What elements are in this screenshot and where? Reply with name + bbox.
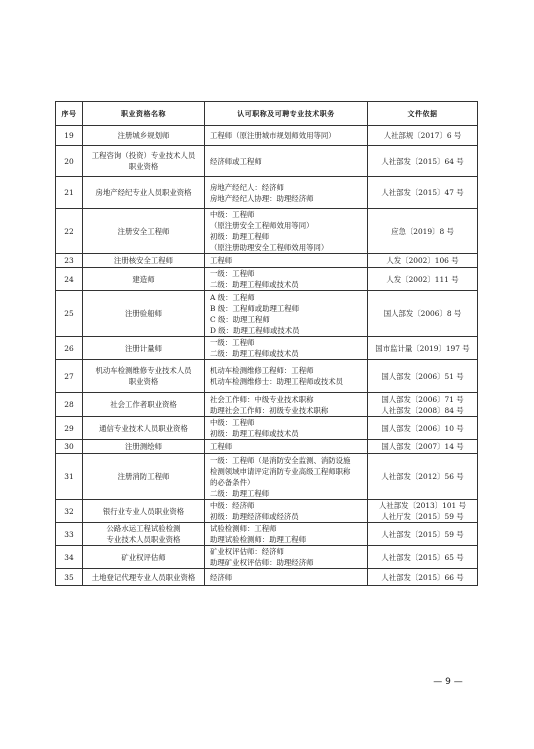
cell-recognized-title-line: 机动车检测维修士：助理工程师或技术员 <box>210 377 344 386</box>
cell-qualification-name-line: 注册计量师 <box>125 343 162 353</box>
cell-recognized-title-line: C 级：助理工程师 <box>210 314 270 324</box>
header-qualification-name: 职业资格名称 <box>83 102 205 126</box>
cell-qualification-name-line: 注册验船师 <box>125 309 162 318</box>
cell-serial-number: 30 <box>56 440 83 454</box>
table-row <box>56 360 478 393</box>
cell-document-basis-line: 人社部发〔2015〕47 号 <box>381 188 464 197</box>
cell-document-basis-line: 人社部发〔2015〕64 号 <box>381 156 464 166</box>
cell-qualification-name <box>83 177 205 209</box>
table-row <box>56 523 478 546</box>
cell-serial-number: 29 <box>56 417 83 440</box>
cell-qualification-name-line: 社会工作者职业资格 <box>110 400 177 409</box>
cell-recognized-title-line: 中级：经济师 <box>210 501 255 510</box>
cell-qualification-name <box>83 454 205 500</box>
cell-document-basis <box>368 440 478 454</box>
cell-recognized-title <box>205 177 368 209</box>
cell-serial-number: 21 <box>56 177 83 209</box>
cell-recognized-title <box>205 254 368 268</box>
cell-serial-number: 33 <box>56 523 83 546</box>
table-row <box>56 254 478 268</box>
cell-recognized-title-line: 二级：助理工程师 <box>210 488 270 498</box>
cell-qualification-name <box>83 417 205 440</box>
cell-serial-number: 25 <box>56 291 83 337</box>
cell-document-basis-line: 国市监计量〔2019〕197 号 <box>375 343 470 353</box>
cell-recognized-title-line: 一级：工程师（是消防安全监测、消防设施 <box>210 455 351 465</box>
cell-qualification-name-line: 公路水运工程试验检测 <box>106 524 181 533</box>
cell-serial-number: 35 <box>56 569 83 586</box>
cell-recognized-title-line: 试验检测师：工程师 <box>210 524 277 533</box>
cell-qualification-name-line: 银行业专业人员职业资格 <box>102 506 185 516</box>
cell-recognized-title-line: 工程师 <box>210 256 233 265</box>
cell-serial-number: 20 <box>56 146 83 177</box>
table-row <box>56 440 478 454</box>
cell-serial-number: 26 <box>56 337 83 360</box>
cell-recognized-title <box>205 569 368 586</box>
cell-recognized-title <box>205 126 368 146</box>
cell-qualification-name <box>83 569 205 586</box>
cell-serial-number: 19 <box>56 126 83 146</box>
page-number: — 9 — <box>433 677 463 687</box>
cell-qualification-name <box>83 254 205 268</box>
cell-document-basis-line: 国人部发〔2007〕14 号 <box>381 442 464 451</box>
cell-serial-number: 24 <box>56 268 83 291</box>
cell-recognized-title-line: 工程师 <box>210 442 233 451</box>
cell-qualification-name-line: 矿业权评估师 <box>121 552 166 562</box>
cell-recognized-title-line: A 级：工程师 <box>210 292 255 302</box>
cell-qualification-name-line: 机动车检测维修专业技术人员 <box>95 366 192 375</box>
cell-qualification-name-line: 注册城乡规划师 <box>117 131 170 140</box>
cell-document-basis <box>368 360 478 393</box>
cell-serial-number: 34 <box>56 546 83 569</box>
cell-document-basis-line: 人发〔2002〕111 号 <box>386 274 459 284</box>
cell-qualification-name-line: 注册测绘师 <box>125 442 162 451</box>
cell-recognized-title-line: 一级：工程师 <box>210 269 255 278</box>
cell-document-basis-line: 人发〔2002〕106 号 <box>386 256 459 265</box>
cell-recognized-title-line: 一级：工程师 <box>210 338 255 347</box>
cell-document-basis <box>368 454 478 500</box>
cell-recognized-title-line: 矿业权评估师：经济师 <box>210 547 284 556</box>
cell-document-basis-line: 人社部发〔2015〕65 号 <box>381 552 464 562</box>
cell-serial-number: 27 <box>56 360 83 393</box>
cell-document-basis-line: 人社厅发〔2015〕59 号 <box>381 512 464 521</box>
cell-qualification-name <box>83 546 205 569</box>
cell-document-basis-line: 国人部发〔2006〕51 号 <box>381 371 464 381</box>
cell-recognized-title-line: 中级：工程师 <box>210 210 255 219</box>
table-row <box>56 337 478 360</box>
cell-recognized-title <box>205 209 368 254</box>
cell-document-basis-line: 人社部发〔2013〕101 号 <box>379 501 466 510</box>
cell-document-basis-line: 人社部规〔2017〕6 号 <box>383 131 462 140</box>
cell-recognized-title <box>205 454 368 500</box>
cell-qualification-name-line: 工程咨询（投资）专业技术人员 <box>91 151 196 160</box>
cell-recognized-title-line: 初级：助理经济师或经济员 <box>210 512 299 521</box>
table-row <box>56 177 478 209</box>
cell-recognized-title-line: 助理矿业权评估师：助理经济师 <box>210 558 314 567</box>
cell-qualification-name <box>83 268 205 291</box>
cell-document-basis <box>368 337 478 360</box>
cell-recognized-title-line: （原注册安全工程师效用等同） <box>210 221 314 230</box>
cell-qualification-name <box>83 440 205 454</box>
cell-document-basis-line: 应急〔2019〕8 号 <box>391 226 454 236</box>
cell-document-basis-line: 人社部发〔2008〕84 号 <box>381 405 464 415</box>
cell-recognized-title <box>205 546 368 569</box>
cell-recognized-title-line: D 级：助理工程师或技术员 <box>210 325 300 335</box>
cell-recognized-title-line: 中级：工程师 <box>210 418 255 427</box>
cell-document-basis <box>368 417 478 440</box>
cell-qualification-name <box>83 146 205 177</box>
cell-recognized-title <box>205 440 368 454</box>
cell-recognized-title-line: 机动车检测维修工程师：工程师 <box>210 366 314 375</box>
qualification-table <box>55 101 478 586</box>
cell-qualification-name-line: 注册核安全工程师 <box>113 256 174 265</box>
cell-recognized-title-line: 经济师或工程师 <box>210 156 262 166</box>
cell-recognized-title-line: 初级：助理工程师 <box>210 232 270 241</box>
cell-document-basis <box>368 569 478 586</box>
table-row <box>56 146 478 177</box>
cell-document-basis <box>368 268 478 291</box>
cell-qualification-name-line: 建造师 <box>132 274 155 284</box>
cell-recognized-title-line: 二级：助理工程师或技术员 <box>210 349 299 358</box>
cell-document-basis <box>368 500 478 523</box>
table-row <box>56 291 478 337</box>
table-row <box>56 546 478 569</box>
cell-serial-number: 22 <box>56 209 83 254</box>
cell-document-basis <box>368 177 478 209</box>
cell-document-basis-line: 人社部发〔2015〕66 号 <box>381 572 464 582</box>
cell-recognized-title-line: 助理试验检测师：助理工程师 <box>210 535 307 544</box>
cell-document-basis <box>368 291 478 337</box>
cell-recognized-title <box>205 500 368 523</box>
cell-recognized-title <box>205 523 368 546</box>
cell-serial-number: 32 <box>56 500 83 523</box>
cell-recognized-title <box>205 417 368 440</box>
cell-recognized-title <box>205 268 368 291</box>
cell-recognized-title <box>205 291 368 337</box>
cell-recognized-title-line: 初级：助理工程师或技术员 <box>210 429 299 438</box>
cell-document-basis <box>368 209 478 254</box>
cell-recognized-title-line: 的必备条件） <box>210 477 255 487</box>
cell-qualification-name-line: 职业资格 <box>128 377 159 386</box>
cell-document-basis-line: 人社部发〔2015〕59 号 <box>381 529 464 539</box>
cell-recognized-title <box>205 393 368 417</box>
cell-qualification-name <box>83 360 205 393</box>
header-serial-number: 序号 <box>56 102 83 126</box>
cell-document-basis <box>368 254 478 268</box>
table-header-row <box>56 102 478 126</box>
cell-recognized-title <box>205 146 368 177</box>
table-row <box>56 569 478 586</box>
cell-qualification-name-line: 专业技术人员职业资格 <box>106 535 181 544</box>
cell-document-basis-line: 人社部发〔2012〕56 号 <box>381 472 464 481</box>
cell-qualification-name <box>83 523 205 546</box>
cell-qualification-name <box>83 291 205 337</box>
table-row <box>56 126 478 146</box>
cell-document-basis-line: 国人部发〔2006〕10 号 <box>381 423 464 433</box>
table-row <box>56 417 478 440</box>
cell-qualification-name <box>83 209 205 254</box>
cell-document-basis-line: 国人部发〔2006〕8 号 <box>383 309 462 318</box>
cell-qualification-name-line: 通信专业技术人员职业资格 <box>99 423 188 433</box>
cell-document-basis <box>368 126 478 146</box>
cell-qualification-name-line: 注册安全工程师 <box>117 226 170 236</box>
cell-recognized-title <box>205 360 368 393</box>
cell-recognized-title-line: 房地产经纪人协理：助理经济师 <box>210 193 314 203</box>
header-recognized-title: 认可职称及可聘专业技术职务 <box>205 102 368 126</box>
cell-qualification-name-line: 房地产经纪专业人员职业资格 <box>95 188 192 197</box>
cell-serial-number: 28 <box>56 393 83 417</box>
cell-recognized-title-line: 检测领域申请评定消防专业高级工程师职称 <box>210 466 351 476</box>
cell-recognized-title-line: 经济师 <box>210 572 233 582</box>
cell-serial-number: 23 <box>56 254 83 268</box>
table-row <box>56 209 478 254</box>
cell-qualification-name-line: 土地登记代理专业人员职业资格 <box>91 572 196 582</box>
cell-recognized-title-line: 社会工作师：中级专业技术职称 <box>210 394 314 404</box>
cell-qualification-name <box>83 337 205 360</box>
cell-qualification-name-line: 注册消防工程师 <box>117 472 170 481</box>
cell-recognized-title-line: B 级：工程师或助理工程师 <box>210 303 300 313</box>
cell-document-basis <box>368 146 478 177</box>
cell-qualification-name-line: 职业资格 <box>128 162 159 171</box>
cell-document-basis <box>368 393 478 417</box>
cell-recognized-title-line: 工程师（原注册城市规划师效用等同） <box>210 131 336 140</box>
cell-document-basis-line: 国人部发〔2006〕71 号 <box>381 394 464 404</box>
cell-qualification-name <box>83 393 205 417</box>
cell-serial-number: 31 <box>56 454 83 500</box>
table-row <box>56 454 478 500</box>
cell-qualification-name <box>83 500 205 523</box>
header-document-basis: 文件依据 <box>368 102 478 126</box>
cell-document-basis <box>368 523 478 546</box>
cell-recognized-title-line: （原注册助理安全工程师效用等同） <box>210 243 329 252</box>
cell-recognized-title-line: 助理社会工作师：初级专业技术职称 <box>210 405 329 415</box>
cell-document-basis <box>368 546 478 569</box>
cell-recognized-title-line: 房地产经纪人：经济师 <box>210 182 284 192</box>
table-row <box>56 268 478 291</box>
cell-recognized-title-line: 二级：助理工程师或技术员 <box>210 280 299 289</box>
cell-qualification-name <box>83 126 205 146</box>
cell-recognized-title <box>205 337 368 360</box>
table-row <box>56 500 478 523</box>
table-row <box>56 393 478 417</box>
